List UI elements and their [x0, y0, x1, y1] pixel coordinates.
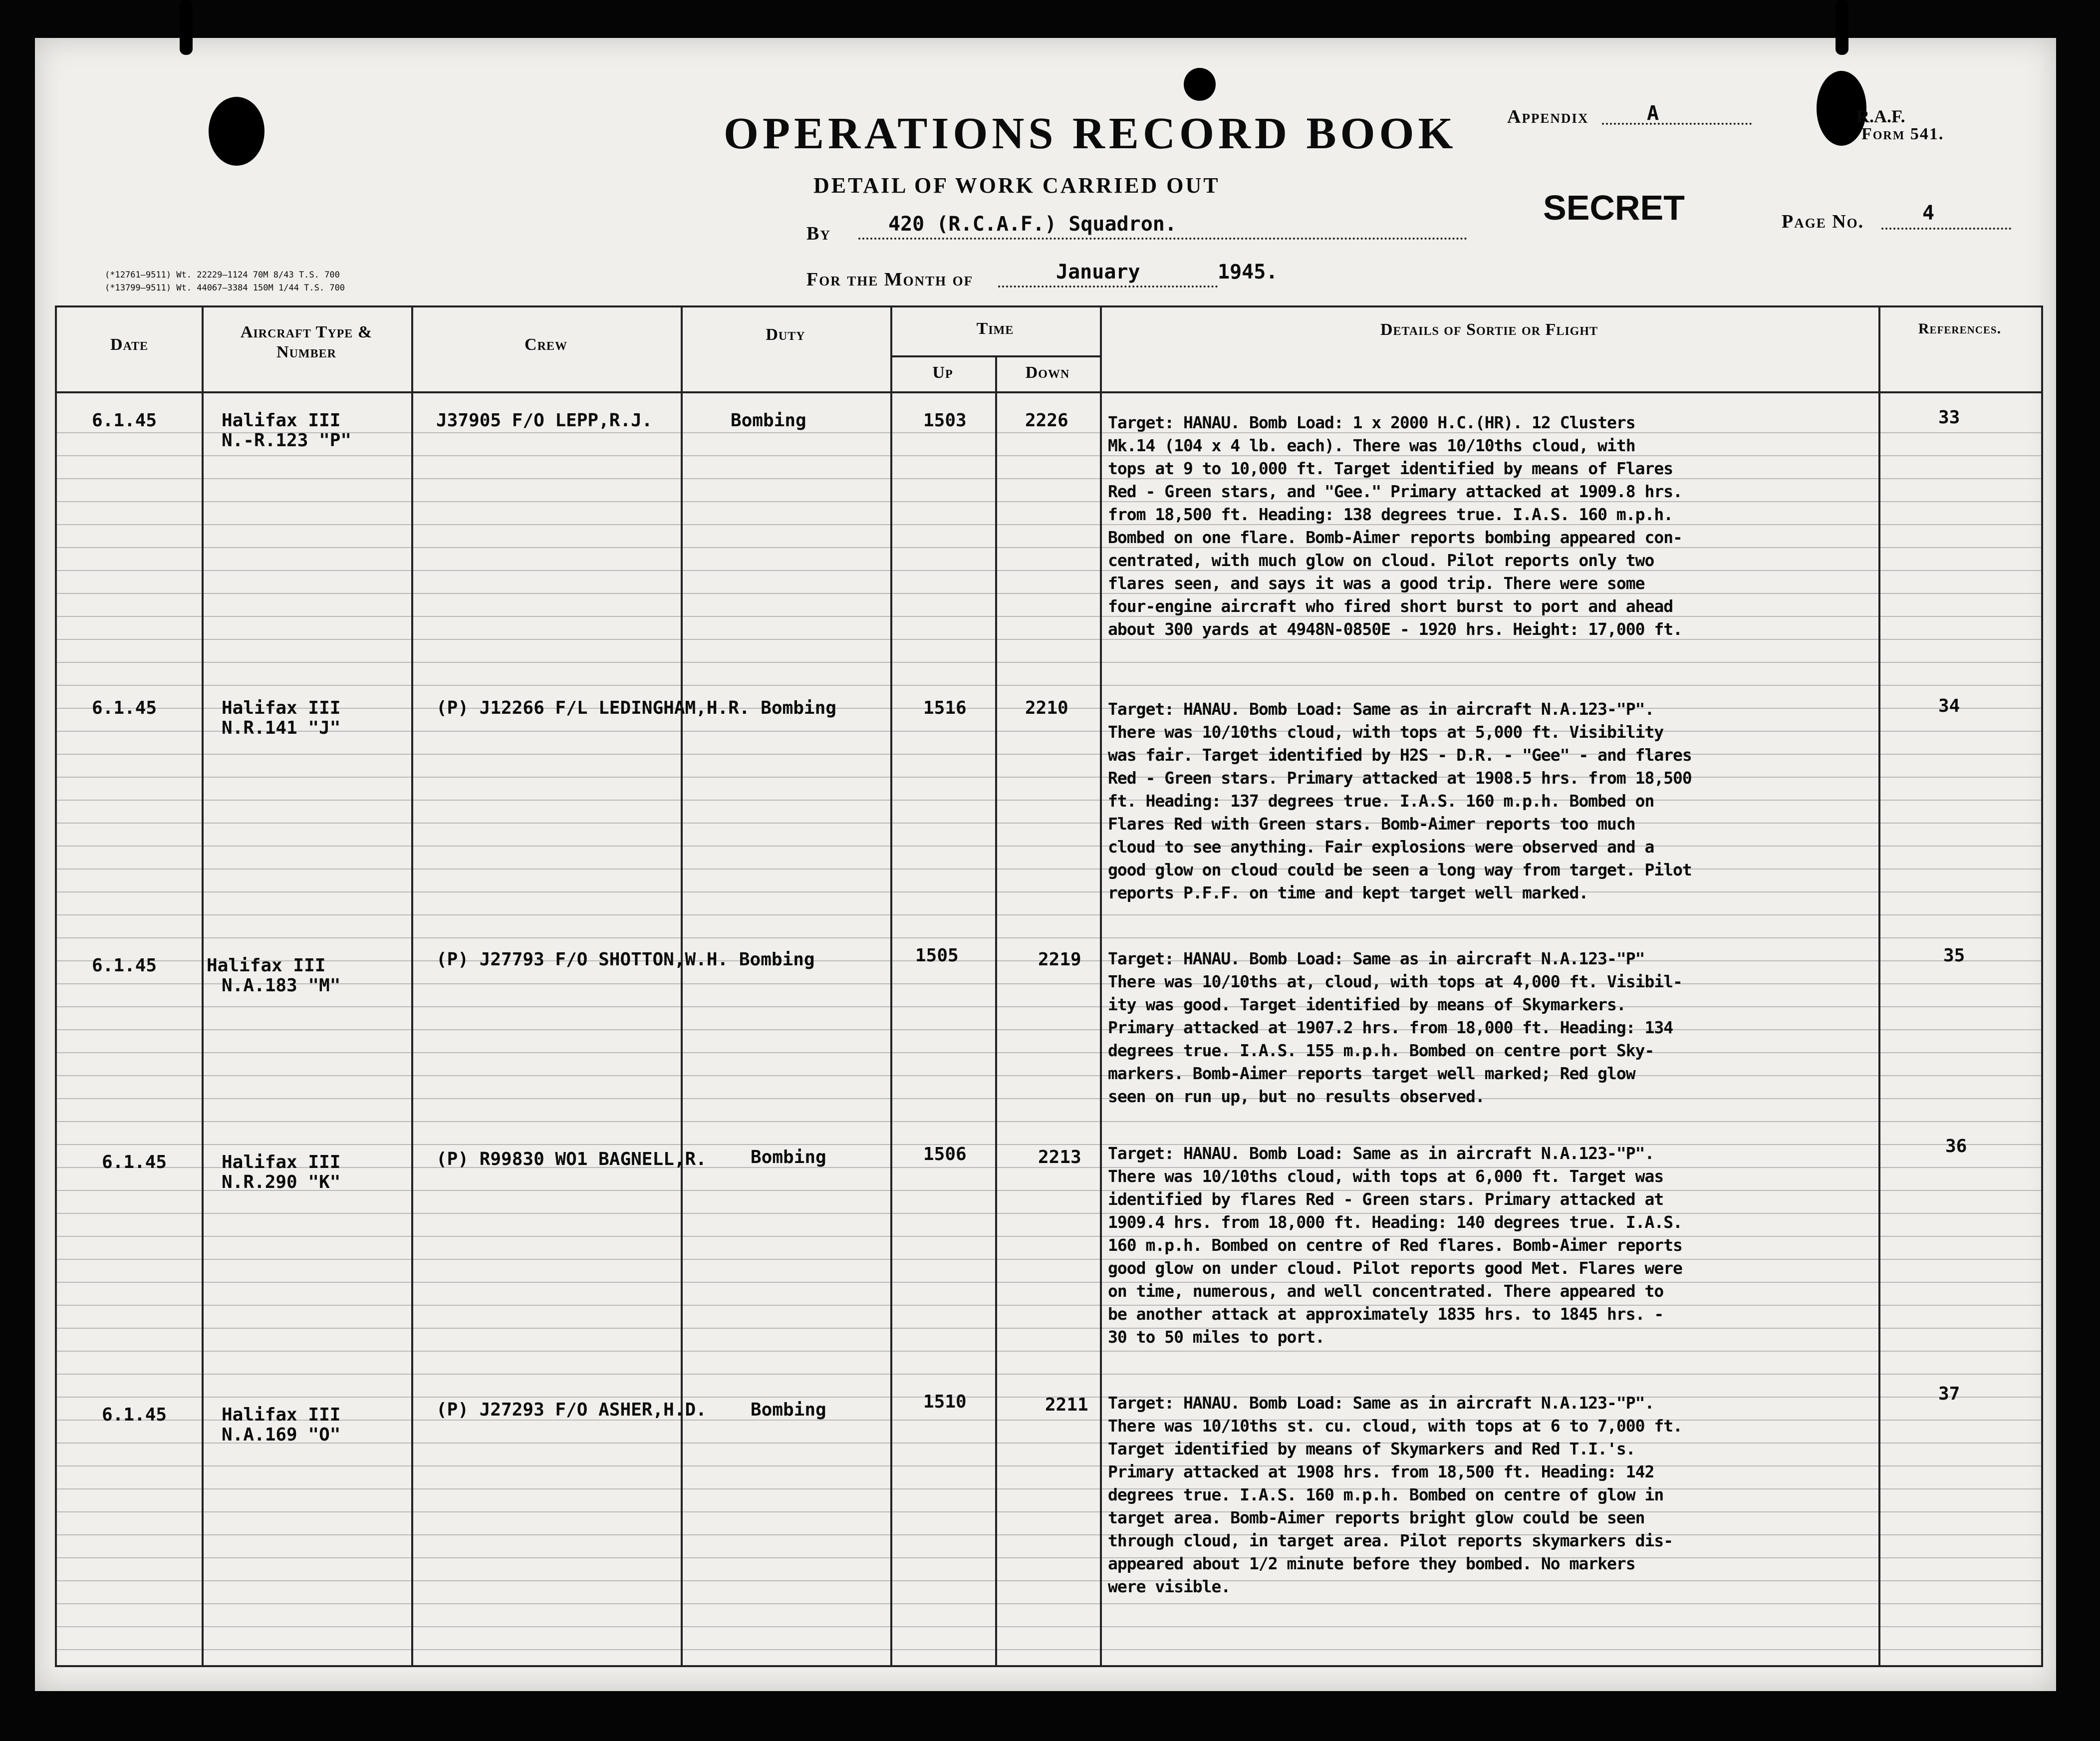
entry-aircraft-number: N.A.169 "O" [222, 1425, 341, 1445]
ruled-line [57, 1236, 2041, 1237]
col-header-date: Date [110, 335, 149, 354]
entry-time-up: 1503 [923, 410, 967, 431]
entry-time-up: 1516 [923, 698, 967, 718]
col-sep-up [995, 355, 997, 1665]
entry-time-down: 2213 [1038, 1147, 1081, 1167]
entry-aircraft-number: N.R.141 "J" [222, 718, 341, 738]
entry-time-up: 1506 [923, 1144, 967, 1164]
ruled-line [57, 869, 2041, 870]
ruled-line [57, 754, 2041, 755]
entry-reference: 34 [1938, 696, 1960, 716]
ruled-line [57, 1488, 2041, 1489]
entry-crew: (P) J27293 F/O ASHER,H.D. [436, 1400, 707, 1420]
entry-details: Target: HANAU. Bomb Load: Same as in aircraft N.A.123-"P". There was 10/10ths cloud, with tops at 5,000 ft. Visibility was fair. Target identified by H2S - D.R. - "Gee" - and flares Red - Green stars. Primary attacked at 1908.5 hrs. from 18,500 ft. Heading: 137 degrees true. I.A.S. 160 m.p.h. Bombed on Flares Red with Green stars. Bomb-Aimer reports too much cloud to see anything. Fair explosions were observed and a good glow on cloud could be seen a long way from target. Pilot reports P.F.F. on time and kept target well marked. [1108, 699, 1692, 902]
by-label: By [806, 223, 831, 244]
ruled-line [57, 1259, 2041, 1260]
month-label: For the Month of [806, 269, 974, 290]
entry-duty: Bombing [751, 1400, 826, 1420]
ruled-line [57, 1351, 2041, 1352]
ruled-line [57, 983, 2041, 984]
entry-aircraft-number: N.-R.123 "P" [222, 430, 352, 451]
ruled-line [57, 891, 2041, 892]
ruled-line [57, 662, 2041, 663]
ruled-line [57, 432, 2041, 433]
col-header-time: Time [976, 319, 1014, 338]
col-sep-duty [890, 307, 892, 1665]
entry-details: Target: HANAU. Bomb Load: 1 x 2000 H.C.(HR). 12 Clusters Mk.14 (104 x 4 lb. each). There was 10/10ths cloud, with tops at 9 to 10,000 ft. Target identified by means of Flares Red - Green stars, and "Gee." Primary attacked at 1909.8 hrs. from 18,500 ft. Heading: 138 degrees true. I.A.S. 160 m.p.h. Bombed on one flare. Bomb-Aimer reports bombing appeared con- centrated, with much glow on cloud. Pilot reports only two flares seen, and says it was a good trip. There were some four-engine aircraft who fired short burst to port and ahead about 300 yards at 4948N-0850E - 1920 hrs. Height: 17,000 ft. [1108, 413, 1682, 639]
entry-time-up: 1505 [915, 945, 959, 966]
ruled-line [57, 1374, 2041, 1375]
ruled-line [57, 846, 2041, 847]
ruled-line [57, 1121, 2041, 1122]
squadron-dotline [858, 238, 1467, 240]
col-sep-time [1100, 307, 1102, 1665]
ruled-line [57, 1328, 2041, 1329]
header-bottom-line [57, 391, 2041, 393]
ruled-line [57, 1098, 2041, 1099]
entry-date: 6.1.45 [92, 698, 157, 718]
entry-aircraft-number: N.A.183 "M" [222, 975, 341, 996]
page-no-dotline [1881, 228, 2011, 230]
appendix-value: A [1647, 102, 1659, 125]
col-sep-details [1878, 307, 1880, 1665]
entry-aircraft-number: N.R.290 "K" [222, 1172, 341, 1192]
entry-duty: Bombing [731, 410, 806, 431]
entry-crew: (P) J27793 F/O SHOTTON,W.H. Bombing [436, 949, 815, 970]
ruled-line [57, 1626, 2041, 1627]
ruled-line [57, 914, 2041, 915]
entry-aircraft-type: Halifax III [207, 955, 326, 976]
ruled-line [57, 1511, 2041, 1512]
ruled-line [57, 1580, 2041, 1581]
entry-details: Target: HANAU. Bomb Load: Same as in aircraft N.A.123-"P". There was 10/10ths cloud, with tops at 6,000 ft. Target was identified by flares Red - Green stars. Primary attacked at 1909.4 hrs. from 18,000 ft. Heading: 140 degrees true. I.A.S. 160 m.p.h. Bombed on centre of Red flares. Bomb-Aimer reports good glow on under cloud. Pilot reports good Met. Flares were on time, numerous, and well concentrated. There appeared to be another attack at approximately 1835 hrs. to 1845 hrs. - 30 to 50 miles to port. [1108, 1144, 1682, 1347]
ruled-line [57, 1305, 2041, 1306]
ruled-line [57, 1534, 2041, 1535]
entry-time-up: 1510 [923, 1392, 967, 1412]
punch-hole-left [209, 97, 264, 166]
appendix-dotline [1602, 123, 1752, 125]
ruled-line [57, 478, 2041, 479]
ruled-line [57, 1603, 2041, 1604]
ruled-line [57, 455, 2041, 456]
col-header-crew: Crew [525, 335, 567, 354]
ruled-line [57, 1075, 2041, 1076]
time-split-line [890, 355, 1100, 357]
entry-date: 6.1.45 [92, 955, 157, 976]
entry-duty: Bombing [751, 1147, 826, 1167]
entry-reference: 33 [1938, 407, 1960, 428]
ruled-line [57, 937, 2041, 938]
entry-crew: (P) J12266 F/L LEDINGHAM,H.R. Bombing [436, 698, 836, 718]
col-header-down: Down [1025, 363, 1070, 382]
entry-time-down: 2210 [1025, 698, 1068, 718]
entry-details: Target: HANAU. Bomb Load: Same as in aircraft N.A.123-"P". There was 10/10ths st. cu. cloud, with tops at 6 to 7,000 ft. Target identified by means of Skymarkers and Red T.I.'s. Primary attacked at 1908 hrs. from 18,500 ft. Heading: 142 degrees true. I.A.S. 160 m.p.h. Bombed on centre of glow in target area. Bomb-Aimer reports bright glow could be seen through cloud, in target area. Pilot reports skymarkers dis- appeared about 1/2 minute before they bombed. No markers were visible. [1108, 1393, 1682, 1596]
print-reference-1: (*12761—9511) Wt. 22229—1124 70M 8/43 T.S. 700 [105, 270, 340, 280]
entry-date: 6.1.45 [92, 410, 157, 431]
ruled-line [57, 593, 2041, 594]
ruled-line [57, 1649, 2041, 1650]
ruled-line [57, 1557, 2041, 1558]
ruled-line [57, 570, 2041, 571]
page-no-value: 4 [1922, 202, 1935, 225]
secret-stamp: SECRET [1543, 188, 1685, 227]
binder-clip-right [1836, 0, 1848, 55]
col-sep-crew [681, 307, 683, 1665]
entry-time-down: 2226 [1025, 410, 1068, 431]
entry-details: Target: HANAU. Bomb Load: Same as in aircraft N.A.123-"P" There was 10/10ths at, cloud, with tops at 4,000 ft. Visibil- ity was good. Target identified by means of Skymarkers. Primary attacked at 1907.2 hrs. from 18,000 ft. Heading: 134 degrees true. I.A.S. 155 m.p.h. Bombed on centre port Sky- markers. Bomb-Aimer reports target well marked; Red glow seen on run up, but no results observed. [1108, 949, 1682, 1106]
ruled-line [57, 616, 2041, 617]
entry-aircraft-type: Halifax III [222, 1152, 341, 1172]
ruled-line [57, 547, 2041, 548]
ruled-line [57, 639, 2041, 640]
ruled-line [57, 823, 2041, 824]
form-label: Form 541. [1861, 125, 1944, 143]
page-subtitle: DETAIL OF WORK CARRIED OUT [813, 173, 1220, 198]
ruled-line [57, 1465, 2041, 1466]
entry-date: 6.1.45 [102, 1405, 167, 1425]
col-header-details: Details of Sortie or Flight [1380, 320, 1598, 339]
month-value: January [1056, 261, 1140, 284]
entry-date: 6.1.45 [102, 1152, 167, 1172]
ruled-line [57, 731, 2041, 732]
ruled-line [57, 524, 2041, 525]
entry-reference: 35 [1943, 945, 1965, 966]
ruled-line [57, 1443, 2041, 1444]
ruled-line [57, 800, 2041, 801]
punch-hole-center [1184, 68, 1216, 101]
record-sheet [35, 38, 2056, 1691]
ruled-line [57, 685, 2041, 686]
entry-reference: 36 [1945, 1136, 1967, 1157]
col-header-aircraft: Aircraft Type & Number [240, 323, 373, 361]
entry-aircraft-type: Halifax III [222, 410, 341, 431]
ruled-line [57, 501, 2041, 502]
page-title: OPERATIONS RECORD BOOK [724, 109, 1457, 158]
page-no-label: Page No. [1782, 211, 1864, 232]
entry-crew: J37905 F/O LEPP,R.J. [436, 410, 653, 431]
ruled-line [57, 1190, 2041, 1191]
col-sep-aircraft [411, 307, 413, 1665]
squadron-name: 420 (R.C.A.F.) Squadron. [888, 213, 1177, 236]
ruled-line [57, 1213, 2041, 1214]
ruled-line [57, 1006, 2041, 1007]
ruled-line [57, 777, 2041, 778]
month-dotline [998, 286, 1218, 288]
entry-aircraft-type: Halifax III [222, 1405, 341, 1425]
ruled-line [57, 1420, 2041, 1421]
print-reference-2: (*13799—9511) Wt. 44067—3384 150M 1/44 T.S. 700 [105, 283, 345, 293]
ruled-line [57, 1282, 2041, 1283]
entry-time-down: 2211 [1045, 1395, 1088, 1415]
col-header-references: References. [1918, 320, 2002, 337]
ruled-line [57, 1144, 2041, 1145]
ruled-line [57, 1029, 2041, 1030]
raf-label: R.A.F. [1856, 106, 1905, 126]
appendix-label: Appendix [1507, 106, 1589, 127]
binder-clip-left [180, 0, 193, 55]
col-sep-date [202, 307, 204, 1665]
entry-reference: 37 [1938, 1384, 1960, 1404]
col-header-duty: Duty [766, 325, 805, 344]
entry-time-down: 2219 [1038, 949, 1081, 970]
entry-aircraft-type: Halifax III [222, 698, 341, 718]
ruled-line [57, 1052, 2041, 1053]
entry-crew: (P) R99830 WO1 BAGNELL,R. [436, 1149, 707, 1169]
year-value: 1945. [1218, 261, 1278, 284]
record-table [55, 305, 2043, 1667]
col-header-up: Up [932, 363, 953, 382]
